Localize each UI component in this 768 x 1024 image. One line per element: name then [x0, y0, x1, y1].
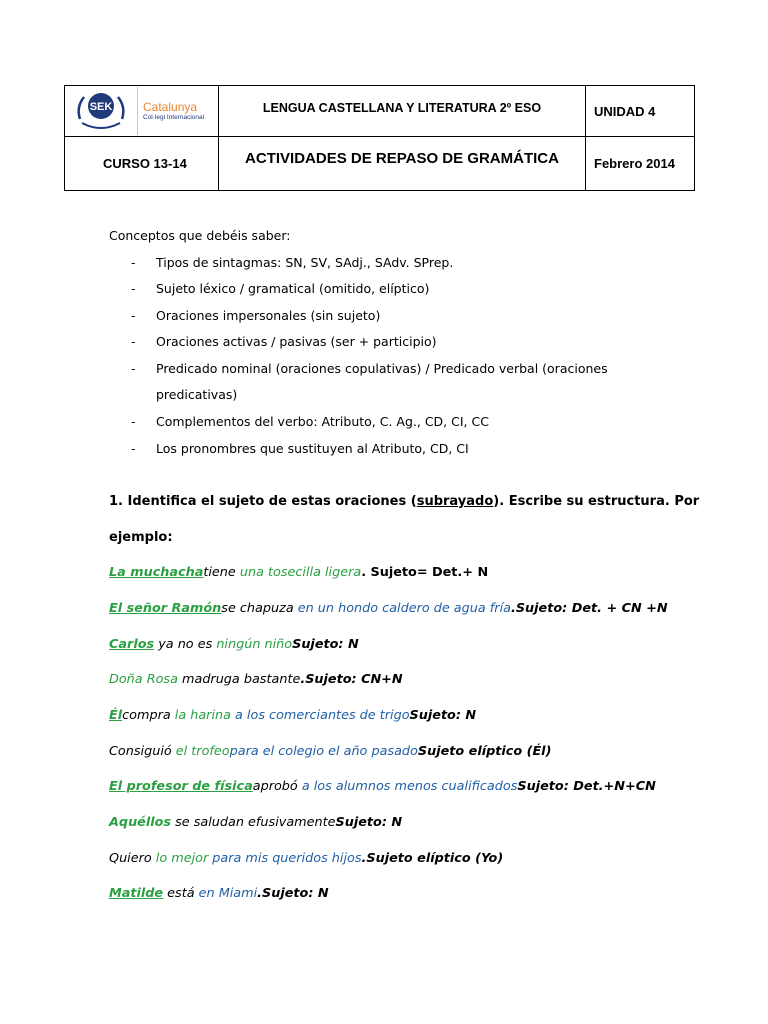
course-label: CURSO 13-14: [103, 156, 187, 171]
example-sentence: Consiguió el trofeopara el colegio el año pasadoSujeto elíptico (Él): [109, 744, 552, 759]
catalunya-logo-sub: Col·legi Internacional: [143, 113, 205, 121]
example-sentence: El señor Ramónse chapuza en un hondo caldero de agua fría.Sujeto: Det. + CN +N: [109, 601, 668, 616]
header-table: [64, 85, 695, 191]
title-cell: [219, 137, 586, 191]
example-sentence: La muchachatiene una tosecilla ligera. Sujeto= Det.+ N: [109, 565, 489, 580]
example-sentence: Matilde está en Miami.Sujeto: N: [109, 886, 329, 901]
example-sentence: Carlos ya no es ningún niñoSujeto: N: [109, 637, 359, 652]
sek-logo: [65, 87, 138, 135]
example-sentence: Doña Rosa madruga bastante.Sujeto: CN+N: [109, 672, 403, 687]
unit-label: UNIDAD 4: [594, 103, 656, 119]
concepts-intro: Conceptos que debéis saber:: [109, 228, 291, 243]
date-label: Febrero 2014: [594, 156, 675, 171]
catalunya-logo: [138, 101, 204, 122]
page-title: ACTIVIDADES DE REPASO DE GRAMÁTICA: [245, 150, 559, 167]
date-cell: [586, 137, 695, 191]
exercise-title: 1. Identifica el sujeto de estas oraciones (subrayado). Escribe su estructura. Por: [109, 494, 700, 509]
unit-cell: [586, 86, 695, 137]
sek-logo-text: SEK: [89, 101, 113, 113]
catalunya-logo-name: Catalunya: [143, 99, 198, 114]
subject-title: LENGUA CASTELLANA Y LITERATURA 2º ESO: [262, 100, 542, 115]
example-sentence: El profesor de físicaaprobó a los alumnos menos cualificadosSujeto: Det.+N+CN: [109, 779, 656, 794]
example-sentence: Quiero lo mejor para mis queridos hijos.Sujeto elíptico (Yo): [109, 851, 504, 866]
example-sentence: Élcompra la harina a los comerciantes de trigoSujeto: N: [109, 708, 477, 723]
subject-cell: [219, 86, 586, 137]
exercise-title-line2: ejemplo:: [109, 530, 173, 545]
logo-cell: [65, 86, 219, 137]
example-sentence: Aquéllos se saludan efusivamenteSujeto: N: [109, 815, 403, 830]
course-cell: [65, 137, 219, 191]
